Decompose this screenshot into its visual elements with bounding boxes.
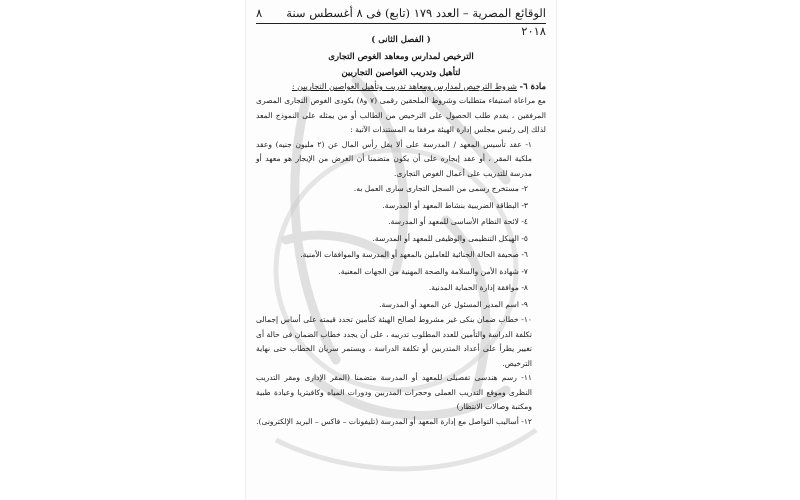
list-item: ٧- شهادة الأمن والسلامة والصحة المهنية من الجهات المعنية. — [338, 266, 528, 276]
list-item: ٨- موافقة إدارة الحماية المدنية. — [428, 283, 528, 292]
list-item: ١- عقد تأسيس المعهد / المدرسة على ألا يقل رأس المال عن (٢ مليون جنيه) وعقد ملكية المقر ، أو عقد إيجاره على أن يكون متضمنا أن الغرض من الإيجار هو معهد أو مدرسة للتدريب على أعمال الغوص التجارى. — [256, 139, 533, 178]
list-item: ٢- مستخرج رسمى من السجل التجارى سارى العمل به. — [353, 184, 528, 193]
chapter-title: ( الفصل الثانى ) — [371, 35, 431, 45]
list-item: ١١- رسم هندسى تفصيلى للمعهد أو المدرسة متضمنا (المقر الإدارى ومقر التدريب النظرى وموقع التدريب العملى وحجرات المدربين ودورات المياه وكافيتريا وعيادة طبية ومكتبة وصالات الانتظار) — [256, 373, 532, 411]
section-subheading: لتأهيل وتدريب الغواصين التجاريين — [341, 68, 461, 78]
list-item: ١٢- أساليب التواصل مع إدارة المعهد أو المدرسة (تليفونات – فاكس – البريد الإلكترونى). — [256, 416, 532, 426]
running-header — [256, 4, 546, 38]
list-item: ٤- لائحة النظام الأساسى للمعهد أو المدرسة. — [388, 217, 528, 226]
list-item: ٩- اسم المدير المسئول عن المعهد أو المدرسة. — [379, 299, 528, 309]
article-label: مادة ٦- — [519, 82, 546, 92]
list-item: ٣- البطاقة الضريبية بنشاط المعهد أو المدرسة. — [382, 200, 528, 210]
list-item: ١٠- خطاب ضمان بنكى غير مشروط لصالح الهيئة كتأمين تحدد قيمته على أساس إجمالى تكلفة الدراسة والتأمين للعدد المطلوب تدريبه ، على أن يجدد خطاب الضمان فى حالة أى تغيير يطرأ على أعداد المتدربين أو تكلفة الدراسة ، ويستمر سريان الخطاب حتى نهاية الترخيص. — [256, 315, 532, 368]
list-item: ٦- صحيفة الحالة الجنائية للعاملين بالمعهد أو المدرسة والموافقات الأمنية. — [300, 250, 528, 259]
page-number: ٨ — [256, 6, 263, 20]
section-heading: الترخيص لمدارس ومعاهد الغوص التجارى — [328, 52, 474, 62]
page-content — [256, 4, 546, 429]
article-title: شروط الترخيص لمدارس ومعاهد تدريب وتأهيل الغواصين التجاريين : — [291, 82, 517, 91]
list-item: ٥- الهيكل التنظيمى والوظيفى للمعهد أو المدرسة. — [372, 233, 528, 243]
header-title: الوقائع المصرية – العدد ١٧٩ (تابع) فى ٨ أغسطس سنة ٢٠١٨ — [286, 6, 546, 38]
article-heading — [256, 81, 546, 93]
gazette-page — [246, 0, 556, 500]
intro-paragraph: مع مراعاة استيفاء متطلبات وشروط الملحقين رقمى (٧ و٨) بكودى الغوص التجارى المصرى المرفقين ، يقدم طلب الحصول على الترخيص من الطالب أو من يمثله على النموذج المعد لذلك إلى رئيس مجلس إدارة الهيئة مرفقا به المستندات الآتية : — [256, 96, 546, 134]
